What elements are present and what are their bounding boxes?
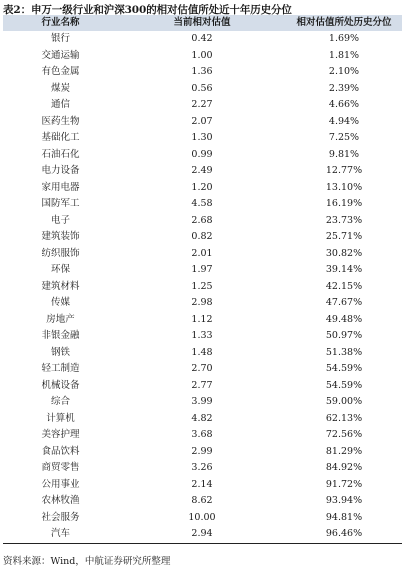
cell-current-valuation: 2.27	[191, 99, 213, 110]
table-row	[3, 493, 402, 510]
cell-historical-percentile: 7.25%	[328, 132, 360, 143]
cell-industry: 商贸零售	[41, 462, 80, 473]
cell-industry: 公用事业	[41, 478, 80, 490]
table-row	[3, 510, 402, 527]
header-row	[3, 15, 402, 31]
cell-current-valuation: 0.42	[191, 33, 213, 44]
cell-industry: 综合	[50, 396, 70, 407]
cell-industry: 钢铁	[50, 346, 70, 358]
cell-historical-percentile: 62.13%	[325, 412, 363, 424]
cell-industry: 石油石化	[41, 148, 80, 160]
table-row	[3, 31, 402, 48]
cell-industry: 有色金属	[41, 66, 80, 77]
cell-current-valuation: 0.99	[191, 148, 213, 160]
cell-current-valuation: 1.20	[191, 181, 213, 193]
cell-current-valuation: 2.99	[191, 445, 213, 457]
cell-current-valuation: 4.82	[191, 412, 213, 424]
cell-current-valuation: 10.00	[188, 511, 216, 523]
cell-historical-percentile: 1.81%	[328, 49, 360, 61]
cell-historical-percentile: 81.29%	[325, 445, 363, 457]
table-caption: 表2：申万一级行业和沪深300的相对估值所处近十年历史分位	[3, 4, 292, 16]
table-row	[3, 295, 402, 312]
table-body	[3, 31, 402, 543]
table-row	[3, 427, 402, 444]
cell-industry: 纺织服饰	[41, 247, 80, 259]
cell-current-valuation: 1.12	[191, 313, 213, 325]
cell-current-valuation: 1.97	[191, 264, 213, 275]
table-row	[3, 213, 402, 230]
cell-historical-percentile: 94.81%	[325, 511, 363, 523]
table-row	[3, 130, 402, 147]
cell-industry: 基础化工	[41, 132, 80, 143]
cell-industry: 非银金融	[41, 330, 80, 341]
cell-historical-percentile: 23.73%	[325, 214, 363, 226]
cell-current-valuation: 3.99	[191, 396, 213, 407]
cell-industry: 轻工制造	[41, 363, 80, 374]
cell-industry: 美容护理	[41, 429, 80, 440]
cell-current-valuation: 1.00	[191, 49, 213, 61]
cell-historical-percentile: 91.72%	[325, 478, 363, 490]
table-row	[3, 378, 402, 395]
cell-historical-percentile: 1.69%	[328, 33, 360, 44]
cell-historical-percentile: 42.15%	[325, 280, 363, 292]
cell-industry: 电力设备	[41, 165, 80, 176]
cell-industry: 交通运输	[41, 49, 80, 61]
cell-current-valuation: 1.30	[191, 132, 213, 143]
table-row	[3, 477, 402, 494]
cell-current-valuation: 1.48	[191, 346, 213, 358]
table-row	[3, 180, 402, 197]
cell-industry: 建筑材料	[41, 280, 80, 292]
cell-current-valuation: 2.68	[191, 214, 213, 226]
cell-industry: 机械设备	[41, 379, 80, 391]
table-row	[3, 163, 402, 180]
table-row	[3, 394, 402, 411]
table-row	[3, 526, 402, 543]
table-row	[3, 444, 402, 461]
cell-current-valuation: 2.49	[191, 165, 213, 176]
table-row	[3, 81, 402, 98]
table-row	[3, 196, 402, 213]
cell-current-valuation: 2.94	[118, 526, 286, 543]
table-row	[3, 460, 402, 477]
cell-current-valuation: 0.56	[191, 82, 213, 94]
cell-historical-percentile: 25.71%	[325, 231, 363, 242]
table-header	[3, 15, 402, 31]
table-row	[3, 279, 402, 296]
table-row	[3, 328, 402, 345]
cell-industry: 银行	[50, 33, 70, 44]
source-note: 资料来源：Wind，中航证券研究所整理	[3, 556, 171, 567]
cell-industry: 煤炭	[50, 82, 70, 94]
cell-historical-percentile: 4.66%	[328, 99, 360, 110]
table-row	[3, 262, 402, 279]
table-row	[3, 64, 402, 81]
cell-current-valuation: 2.14	[191, 478, 213, 490]
cell-historical-percentile: 54.59%	[325, 379, 363, 391]
cell-industry: 医药生物	[41, 115, 80, 127]
cell-current-valuation: 2.70	[191, 363, 213, 374]
cell-industry: 汽车	[3, 526, 118, 543]
header-industry: 行业名称	[41, 17, 80, 28]
cell-historical-percentile: 16.19%	[325, 198, 363, 209]
cell-historical-percentile: 12.77%	[325, 165, 363, 176]
cell-industry: 建筑装饰	[41, 231, 80, 242]
cell-historical-percentile: 30.82%	[325, 247, 363, 259]
cell-historical-percentile: 51.38%	[325, 346, 363, 358]
cell-current-valuation: 2.01	[191, 247, 213, 259]
cell-historical-percentile: 93.94%	[325, 495, 363, 506]
cell-historical-percentile: 4.94%	[328, 115, 360, 127]
table-row	[3, 229, 402, 246]
cell-industry: 计算机	[46, 412, 75, 424]
cell-industry: 传媒	[50, 297, 70, 308]
cell-current-valuation: 3.26	[191, 462, 213, 473]
cell-current-valuation: 1.36	[191, 66, 213, 77]
table-row	[3, 48, 402, 65]
cell-industry: 食品饮料	[41, 445, 80, 457]
cell-current-valuation: 4.58	[191, 198, 213, 209]
cell-historical-percentile: 54.59%	[325, 363, 363, 374]
cell-current-valuation: 2.77	[191, 379, 213, 391]
cell-industry: 电子	[50, 214, 70, 226]
cell-historical-percentile: 39.14%	[325, 264, 363, 275]
table-row	[3, 246, 402, 263]
table-row	[3, 345, 402, 362]
table-row	[3, 312, 402, 329]
table-row	[3, 114, 402, 131]
cell-current-valuation: 3.68	[191, 429, 213, 440]
table-row	[3, 411, 402, 428]
header-current-valuation: 当前相对估值	[173, 17, 231, 28]
cell-industry: 农林牧渔	[41, 495, 80, 506]
cell-industry: 环保	[50, 264, 70, 275]
cell-current-valuation: 0.82	[191, 231, 213, 242]
cell-historical-percentile: 13.10%	[325, 181, 363, 193]
table-row	[3, 361, 402, 378]
cell-historical-percentile: 49.48%	[325, 313, 363, 325]
cell-historical-percentile: 96.46%	[286, 526, 402, 543]
cell-historical-percentile: 9.81%	[328, 148, 360, 160]
cell-current-valuation: 1.33	[191, 330, 213, 341]
cell-historical-percentile: 2.10%	[328, 66, 360, 77]
cell-current-valuation: 8.62	[191, 495, 213, 506]
cell-industry: 房地产	[46, 313, 75, 325]
cell-historical-percentile: 72.56%	[325, 429, 363, 440]
table-row	[3, 97, 402, 114]
cell-historical-percentile: 59.00%	[325, 396, 363, 407]
cell-historical-percentile: 2.39%	[328, 82, 360, 94]
cell-historical-percentile: 84.92%	[325, 462, 363, 473]
cell-current-valuation: 2.07	[191, 115, 213, 127]
cell-current-valuation: 1.25	[191, 280, 213, 292]
cell-industry: 国防军工	[41, 198, 80, 209]
valuation-table	[3, 15, 402, 544]
header-historical-percentile: 相对估值所处历史分位	[296, 17, 392, 28]
cell-historical-percentile: 50.97%	[325, 330, 363, 341]
cell-current-valuation: 2.98	[191, 297, 213, 308]
cell-industry: 家用电器	[41, 181, 80, 193]
cell-industry: 通信	[50, 99, 70, 110]
cell-historical-percentile: 47.67%	[325, 297, 363, 308]
table-row	[3, 147, 402, 164]
cell-industry: 社会服务	[41, 511, 80, 523]
